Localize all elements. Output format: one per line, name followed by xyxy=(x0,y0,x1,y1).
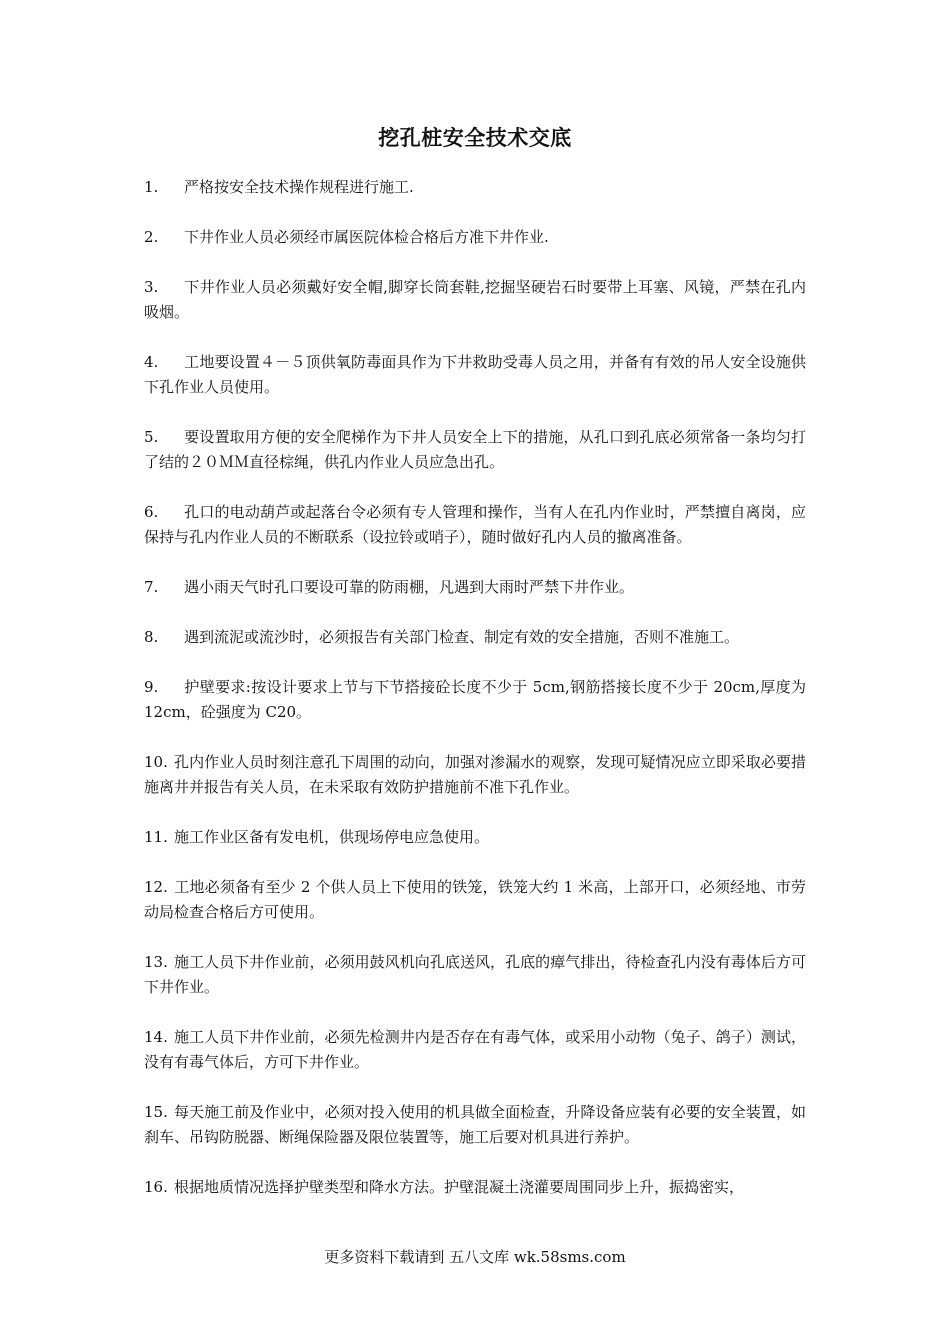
list-item xyxy=(144,175,806,200)
item-number: 6. xyxy=(144,503,159,521)
item-text: 遇小雨天气时孔口要设可靠的防雨棚，凡遇到大雨时严禁下井作业。 xyxy=(184,578,635,596)
item-text: 孔内作业人员时刻注意孔下周围的动向，加强对渗漏水的观察，发现可疑情况应立即采取必要措施离井并报告有关人员，在未采取有效防护措施前不准下孔作业。 xyxy=(144,753,806,796)
list-item xyxy=(144,350,806,400)
list-item xyxy=(144,825,806,850)
item-number: 12. xyxy=(144,878,168,896)
item-number: 9. xyxy=(144,678,159,696)
list-item xyxy=(144,575,806,600)
list-item xyxy=(144,750,806,800)
item-number: 16. xyxy=(144,1178,168,1196)
item-text: 下井作业人员必须戴好安全帽,脚穿长筒套鞋,挖掘坚硬岩石时要带上耳塞、风镜，严禁在孔内吸烟。 xyxy=(144,278,806,321)
item-text: 根据地质情况选择护壁类型和降水方法。护壁混凝土浇灌要周围同步上升，振捣密实， xyxy=(174,1178,745,1196)
item-text: 工地必须备有至少 2 个供人员上下使用的铁笼，铁笼大约 1 米高，上部开口，必须经地、市劳动局检查合格后方可使用。 xyxy=(144,878,806,921)
safety-items-list xyxy=(144,175,806,1225)
item-text: 要设置取用方便的安全爬梯作为下井人员安全上下的措施，从孔口到孔底必须常备一条均匀打了结的２０ＭＭ直径棕绳，供孔内作业人员应急出孔。 xyxy=(144,428,806,471)
list-item xyxy=(144,500,806,550)
list-item xyxy=(144,275,806,325)
item-text: 工地要设置４－５顶供氧防毒面具作为下井救助受毒人员之用，并备有有效的吊人安全设施供下孔作业人员使用。 xyxy=(144,353,806,396)
list-item xyxy=(144,1175,806,1200)
item-text: 严格按安全技术操作规程进行施工. xyxy=(184,178,414,196)
download-footer: 更多资料下载请到 五八文库 wk.58sms.com xyxy=(324,1248,626,1266)
item-number: 7. xyxy=(144,578,159,596)
list-item xyxy=(144,225,806,250)
item-number: 8. xyxy=(144,628,159,646)
item-number: 10. xyxy=(144,753,168,771)
list-item xyxy=(144,1100,806,1150)
item-text: 护壁要求:按设计要求上节与下节搭接砼长度不少于 5cm,钢筋搭接长度不少于 20cm,厚度为 12cm，砼强度为 C20。 xyxy=(144,678,806,721)
item-text: 施工人员下井作业前，必须用鼓风机向孔底送风，孔底的瘴气排出，待检查孔内没有毒体后方可下井作业。 xyxy=(144,953,806,996)
item-text: 下井作业人员必须经市属医院体检合格后方准下井作业. xyxy=(184,228,549,246)
item-text: 遇到流泥或流沙时，必须报告有关部门检查、制定有效的安全措施，否则不准施工。 xyxy=(184,628,740,646)
list-item xyxy=(144,425,806,475)
item-number: 4. xyxy=(144,353,159,371)
item-number: 11. xyxy=(144,828,168,846)
list-item xyxy=(144,625,806,650)
item-text: 施工人员下井作业前，必须先检测井内是否存在有毒气体，或采用小动物（兔子、鸽子）测试，没有有毒气体后，方可下井作业。 xyxy=(144,1028,806,1071)
item-number: 14. xyxy=(144,1028,168,1046)
list-item xyxy=(144,675,806,725)
item-number: 13. xyxy=(144,953,168,971)
item-number: 15. xyxy=(144,1103,168,1121)
item-number: 3. xyxy=(144,278,159,296)
item-text: 每天施工前及作业中，必须对投入使用的机具做全面检查，升降设备应装有必要的安全装置，如刹车、吊钩防脱器、断绳保险器及限位装置等，施工后要对机具进行养护。 xyxy=(144,1103,806,1146)
item-text: 孔口的电动葫芦或起落台令必须有专人管理和操作，当有人在孔内作业时，严禁擅自离岗，应保持与孔内作业人员的不断联系（设拉铃或哨子），随时做好孔内人员的撤离准备。 xyxy=(144,503,806,546)
list-item xyxy=(144,875,806,925)
item-number: 1. xyxy=(144,178,159,196)
item-text: 施工作业区备有发电机，供现场停电应急使用。 xyxy=(174,828,490,846)
item-number: 2. xyxy=(144,228,159,246)
item-number: 5. xyxy=(144,428,159,446)
document-title: 挖孔桩安全技术交底 xyxy=(378,125,572,150)
list-item xyxy=(144,1025,806,1075)
list-item xyxy=(144,950,806,1000)
